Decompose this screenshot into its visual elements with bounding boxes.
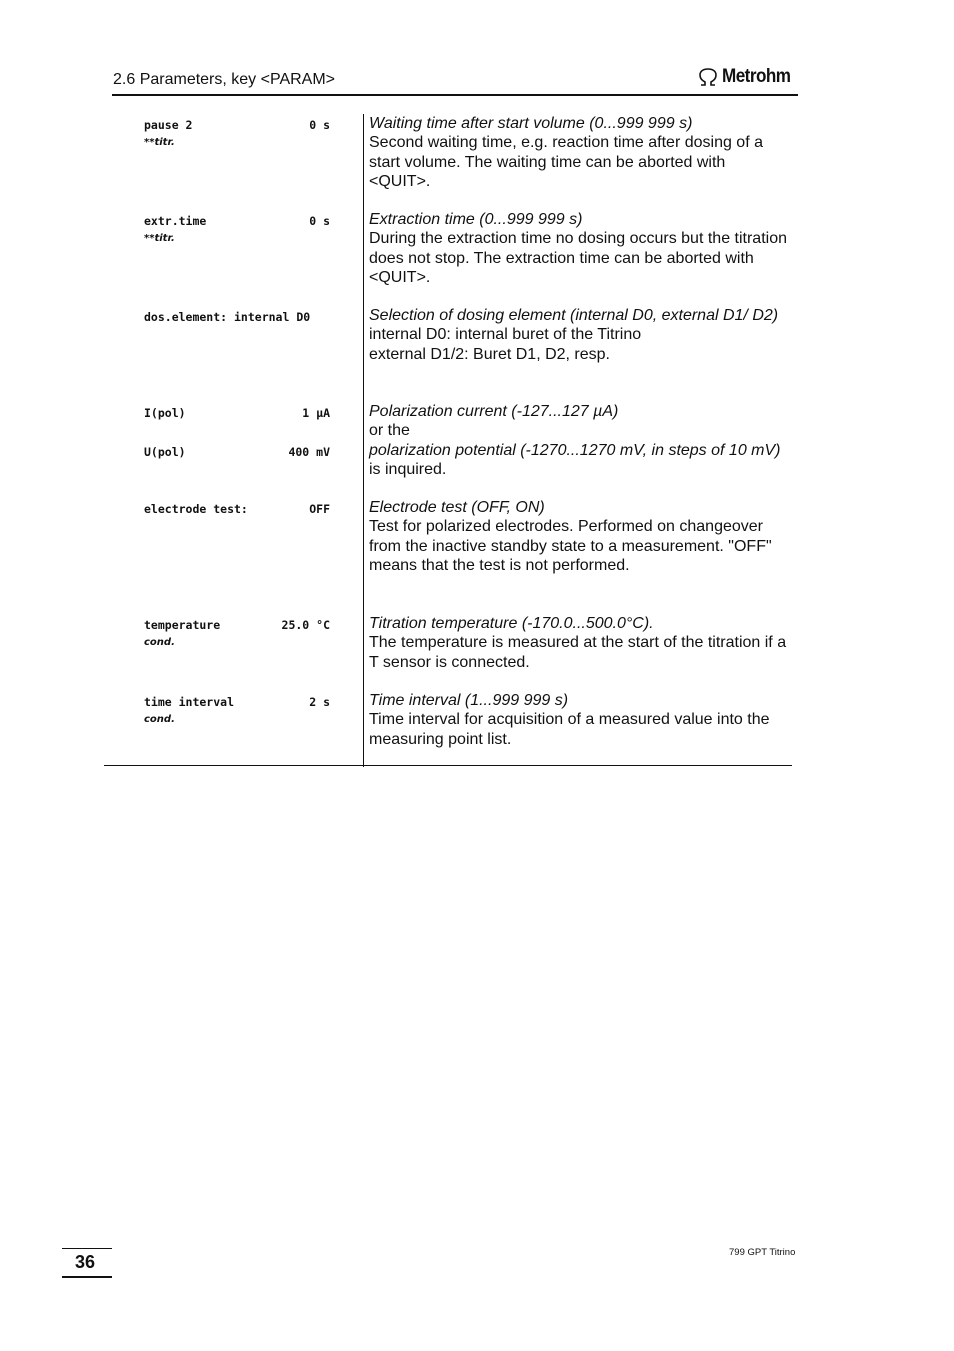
param-display [144,617,330,650]
desc-tail: is inquired. [369,460,447,478]
param-display [144,213,330,246]
desc-line: external D1/2: Buret D1, D2, resp. [369,345,610,363]
table-bottom-rule [104,765,792,766]
param-value: OFF [309,502,330,516]
desc-text: The temperature is measured at the start of the titration if a T sensor is connected. [369,634,787,671]
param-display [144,405,330,460]
param-name: temperature [144,618,221,632]
param-value: 400 mV [288,445,330,459]
desc-text: Test for polarized electrodes. Performed on changeover from the inactive standby state to a measurement. "OFF" means that the test is not performed. [369,518,772,574]
desc-text: Second waiting time, e.g. reaction time after dosing of a start volume. The waiting time can be aborted with <QUIT>. [369,134,763,190]
param-note: **titr. [144,233,175,244]
param-description [369,210,791,287]
desc-title-2: polarization potential (-1270...1270 mV, in steps of 10 mV) [369,441,781,459]
param-description [369,114,791,191]
desc-title: Waiting time after start volume (0...999 999 s) [369,115,693,132]
column-divider [363,114,364,767]
running-header-title: 2.6 Parameters, key <PARAM> [113,71,336,88]
desc-title: Electrode test (OFF, ON) [369,499,545,516]
param-note: cond. [144,714,175,725]
param-value: 0 s [309,214,330,228]
header-rule [112,94,798,96]
param-value: 2 s [309,695,330,709]
param-note: cond. [144,637,175,648]
param-name: dos.element: internal D0 [144,310,311,324]
param-name: time interval [144,695,235,709]
desc-text: During the extraction time no dosing occurs but the titration does not stop. The extraction time can be aborted with <QUIT>. [369,230,787,286]
desc-title: Polarization current (-127...127 µA) [369,403,619,420]
desc-title: Selection of dosing element (internal D0, external D1/ D2) [369,307,779,324]
param-name: pause 2 [144,118,193,132]
desc-title: Extraction time (0...999 999 s) [369,211,583,228]
footer-product-name: 799 GPT Titrino [729,1247,796,1258]
param-display [144,309,330,325]
param-name: U(pol) [144,445,186,459]
param-display [144,694,330,727]
logo-text: Metrohm [722,66,791,87]
param-description [369,402,791,479]
desc-title: Time interval (1...999 999 s) [369,692,569,709]
desc-line: internal D0: internal buret of the Titrino [369,326,642,344]
param-value: 25.0 °C [281,618,330,632]
desc-title: Titration temperature (-170.0...500.0°C). [369,615,654,632]
param-description [369,691,791,749]
param-description [369,498,791,575]
desc-text: Time interval for acquisition of a measured value into the measuring point list. [369,711,770,748]
param-value: 1 µA [302,406,330,420]
param-name: electrode test: [144,502,248,516]
param-description [369,614,791,672]
param-name: I(pol) [144,406,186,420]
desc-text [369,441,791,480]
param-name: extr.time [144,214,207,228]
param-display [144,501,330,517]
param-display [144,117,330,150]
param-value: 0 s [309,118,330,132]
desc-text: or the [369,422,410,440]
page-number: 36 [75,1252,96,1272]
metrohm-logo [697,66,798,88]
param-note: **titr. [144,137,175,148]
omega-logo-icon [697,67,719,87]
param-description [369,306,791,364]
